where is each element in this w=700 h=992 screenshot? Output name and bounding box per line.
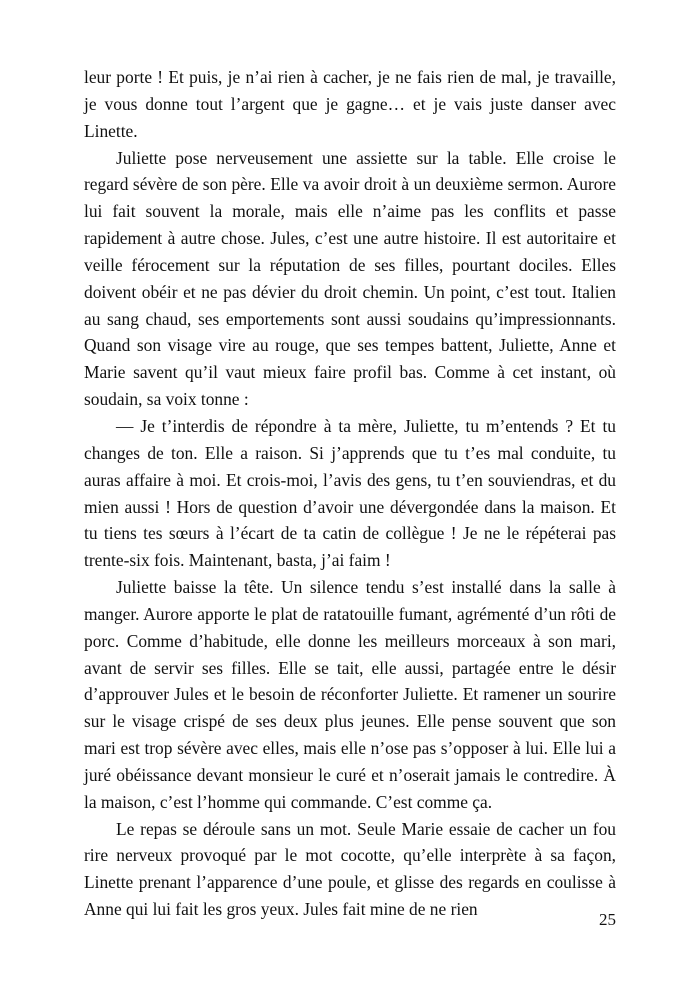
paragraph-dialogue: — Je t’interdis de répondre à ta mère, Juliette, tu m’entends ? Et tu changes de ton. Elle a raison. Si j’apprends que tu t’es mal conduite, tu auras affaire à moi. Et crois-moi, l’avis des gens, tu t’en souviendras, et du mien aussi ! Hors de question d’avoir une dévergondée dans la maison. Et tu tiens tes sœurs à l’écart de ta catin de collègue ! Je ne le répéterai pas trente-six fois. Maintenant, basta, j’ai faim ! <box>84 415 616 571</box>
page-body <box>84 64 616 923</box>
paragraph: Juliette pose nerveusement une assiette sur la table. Elle croise le regard sévère de son père. Elle va avoir droit à un deuxième sermon. Aurore lui fait souvent la morale, mais elle n’aime pas les conflits et passe rapidement à autre chose. Jules, c’est une autre histoire. Il est autoritaire et veille férocement sur la réputation de ses filles, pourtant dociles. Elles doivent obéir et ne pas dévier du droit chemin. Un point, c’est tout. Italien au sang chaud, ses emportements sont aussi soudains qu’impressionnants. Quand son visage vire au rouge, que ses tempes battent, Juliette, Anne et Marie savent qu’il vaut mieux faire profil bas. Comme à cet instant, où soudain, sa voix tonne : <box>84 147 616 410</box>
paragraph-continuation: leur porte ! Et puis, je n’ai rien à cacher, je ne fais rien de mal, je travaille, je vous donne tout l’argent que je gagne… et je vais juste danser avec Linette. <box>84 67 616 141</box>
paragraph: Le repas se déroule sans un mot. Seule Marie essaie de cacher un fou rire nerveux provoqué par le mot cocotte, qu’elle interprète à sa façon, Linette prenant l’apparence d’une poule, et glisse des regards en coulisse à Anne qui lui fait les gros yeux. Jules fait mine de ne rien <box>84 818 616 920</box>
paragraph: Juliette baisse la tête. Un silence tendu s’est installé dans la salle à manger. Aurore apporte le plat de ratatouille fumant, agrémenté d’un rôti de porc. Comme d’habitude, elle donne les meilleurs morceaux à son mari, avant de servir ses filles. Elle se tait, elle aussi, partagée entre le désir d’approuver Jules et le besoin de réconforter Juliette. Et ramener un sourire sur le visage crispé de ses deux plus jeunes. Elle pense souvent que son mari est trop sévère avec elles, mais elle n’ose pas s’opposer à lui. Elle lui a juré obéissance devant monsieur le curé et n’oserait jamais le contredire. À la maison, c’est l’homme qui commande. C’est comme ça. <box>84 577 616 812</box>
page-number: 25 <box>599 910 616 929</box>
